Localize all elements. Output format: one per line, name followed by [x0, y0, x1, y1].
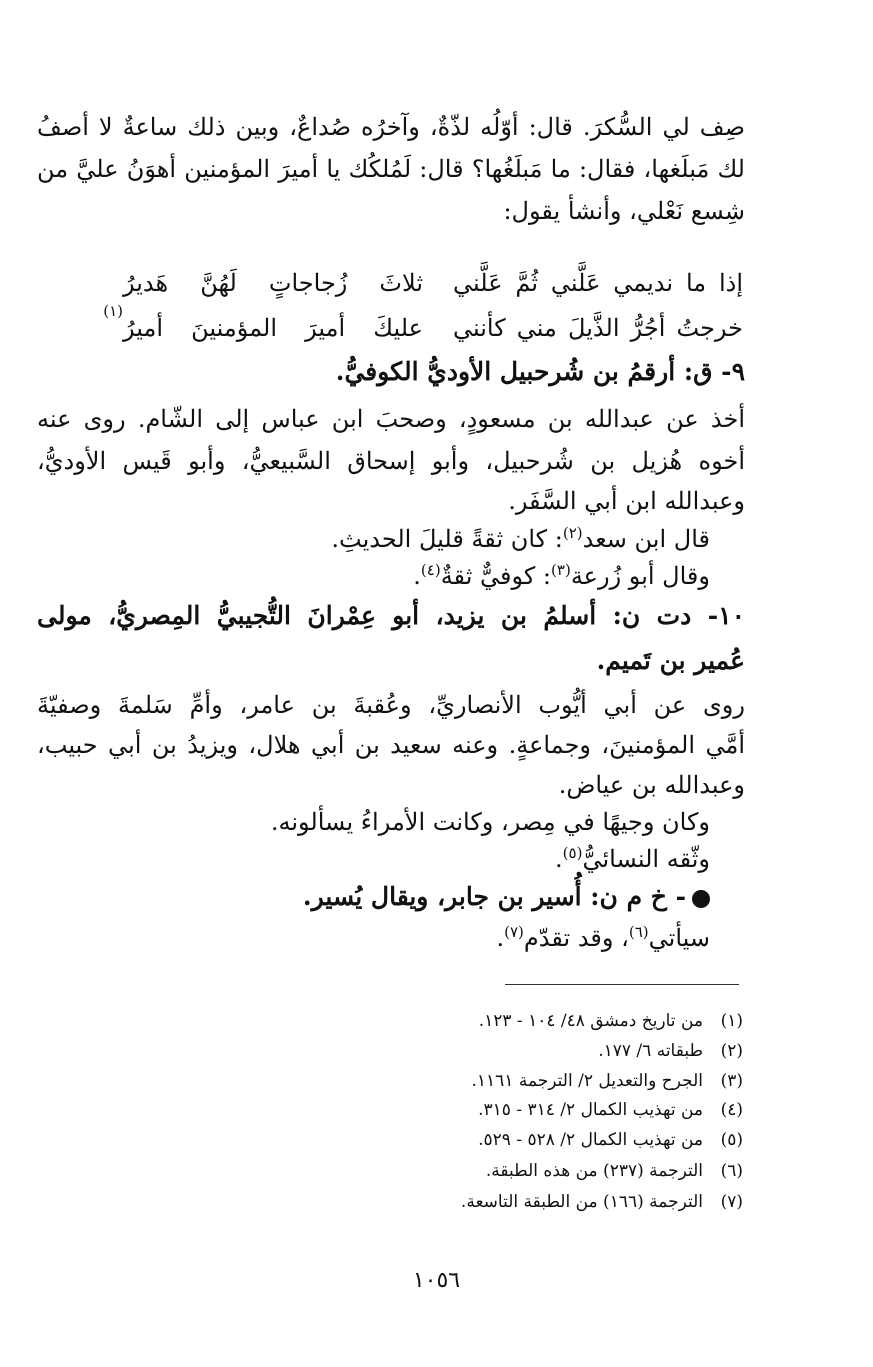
footnote-ref-4: (٤) — [420, 561, 441, 579]
footnote-7-number: (٧) — [720, 1192, 743, 1212]
footnote-ref-1: (١) — [103, 302, 123, 320]
footnote-3 — [472, 1069, 744, 1093]
abu-zura-post: : كوفيٌّ ثقةٌ — [440, 562, 552, 590]
verse-1-second-hemistich: ثلاثَ زُجاجاتٍ لَهُنَّ هَديرُ — [123, 269, 423, 297]
footnote-2 — [598, 1039, 743, 1063]
intro-line-2: لك مَبلَغها، فقال: ما مَبلَغُها؟ قال: لَمُلكُك يا أميرَ المؤمنين أهوَنُ عليَّ من — [37, 155, 745, 183]
entry-10-line-2: أمَّي المؤمنينَ، وجماعةٍ. وعنه سعيد بن أبي هلال، ويزيدُ بن أبي حبيب، — [37, 731, 745, 759]
footnote-7 — [461, 1190, 743, 1214]
entry-10-line-3: وعبدالله بن عياض. — [558, 771, 745, 799]
footnote-4 — [478, 1098, 743, 1122]
usayr-heading-text: - خ م ن: أُسير بن جابر، ويقال يُسير. — [302, 882, 686, 911]
footnote-divider — [505, 984, 739, 985]
footnote-5 — [478, 1128, 743, 1152]
footnote-ref-7: (٧) — [504, 923, 524, 941]
entry-10-extra: وكان وجيهًا في مِصر، وكانت الأمراءُ يسألونه. — [270, 808, 710, 836]
abu-zura-pre: وقال أبو زُرعة — [570, 562, 710, 590]
page-number: ١٠٥٦ — [412, 1268, 461, 1293]
entry-9-abu-zura — [413, 560, 710, 592]
entry-9-line-1: أخذ عن عبدالله بن مسعودٍ، وصحبَ ابن عباس إلى الشّام. روى عنه — [37, 405, 745, 433]
entry-10-heading-line-2: عُمير بن تَميم. — [596, 646, 745, 675]
usayr-end: . — [496, 924, 505, 952]
nasai-end: . — [555, 845, 563, 873]
footnote-6-text: الترجمة (٢٣٧) من هذه الطبقة. — [485, 1161, 703, 1181]
ibn-saad-post: : كان ثقةً قليلَ الحديثِ. — [331, 525, 563, 553]
footnote-6 — [486, 1159, 743, 1183]
footnote-3-number: (٣) — [720, 1071, 743, 1091]
entry-usayr-heading — [303, 881, 710, 913]
footnote-5-number: (٥) — [720, 1130, 743, 1150]
entry-10-line-1: روى عن أبي أيُّوب الأنصاريِّ، وعُقبةَ بن عامر، وأمِّ سَلمةَ وصفيّةَ — [37, 691, 745, 719]
footnote-1-number: (١) — [720, 1011, 743, 1031]
entry-usayr-text — [496, 922, 710, 954]
verse-2 — [103, 302, 743, 345]
footnote-5-text: من تهذيب الكمال ٢/ ٥٢٨ - ٥٢٩. — [478, 1130, 703, 1150]
entry-10-nasai — [555, 843, 710, 875]
usayr-pre: سيأتي — [648, 924, 710, 952]
footnote-2-text: طبقاته ٦/ ١٧٧. — [598, 1041, 703, 1061]
verse-1-first-hemistich: إذا ما نديمي عَلَّني ثُمَّ عَلَّني — [453, 269, 743, 297]
footnote-3-text: الجرح والتعديل ٢/ الترجمة ١١٦١. — [471, 1071, 703, 1091]
footnote-7-text: الترجمة (١٦٦) من الطبقة التاسعة. — [460, 1192, 703, 1212]
verse-1 — [123, 266, 743, 300]
footnote-ref-2: (٢) — [562, 524, 583, 542]
footnote-ref-5: (٥) — [562, 844, 583, 862]
footnote-6-number: (٦) — [720, 1161, 743, 1181]
intro-line-3: شِسع نَعْلي، وأنشأ يقول: — [503, 197, 745, 225]
footnote-1-text: من تاريخ دمشق ٤٨/ ١٠٤ - ١٢٣. — [478, 1011, 703, 1031]
entry-9-ibn-saad — [331, 523, 710, 555]
nasai-pre: وثّقه النسائيُّ — [582, 845, 710, 873]
verse-2-first-hemistich: خرجتُ أجُرُّ الذَّيلَ مني كأنني — [453, 314, 743, 342]
ibn-saad-pre: قال ابن سعد — [582, 525, 710, 553]
entry-9-line-3: وعبدالله ابن أبي السَّفَر. — [508, 487, 745, 515]
entry-9-line-2: أخوه هُزيل بن شُرحبيل، وأبو إسحاق السَّبيعيُّ، وأبو قَيس الأوديُّ، — [37, 447, 745, 475]
footnote-ref-6: (٦) — [628, 923, 649, 941]
bullet-dot-icon — [692, 890, 710, 908]
verse-2-second-hemistich: عليكَ أميرَ المؤمنينَ أميرُ — [123, 314, 423, 342]
footnote-4-text: من تهذيب الكمال ٢/ ٣١٤ - ٣١٥. — [478, 1100, 703, 1120]
intro-line-1: صِف لي السُّكرَ. قال: أوّلُه لذّةٌ، وآخرُه صُداعٌ، وبين ذلك ساعةٌ لا أصفُ — [37, 113, 745, 141]
abu-zura-end: . — [413, 562, 421, 590]
footnote-1 — [479, 1009, 743, 1033]
entry-10-heading-line-1: ١٠- دت ن: أسلمُ بن يزيد، أبو عِمْرانَ التُّجيبيُّ المِصريُّ، مولى — [37, 601, 745, 630]
footnote-2-number: (٢) — [720, 1041, 743, 1061]
entry-9-heading: ٩- ق: أرقمُ بن شُرحبيل الأوديُّ الكوفيُّ. — [335, 357, 745, 386]
footnote-4-number: (٤) — [720, 1100, 743, 1120]
footnote-ref-3: (٣) — [551, 561, 571, 579]
usayr-mid: ، وقد تقدّم — [523, 924, 629, 952]
